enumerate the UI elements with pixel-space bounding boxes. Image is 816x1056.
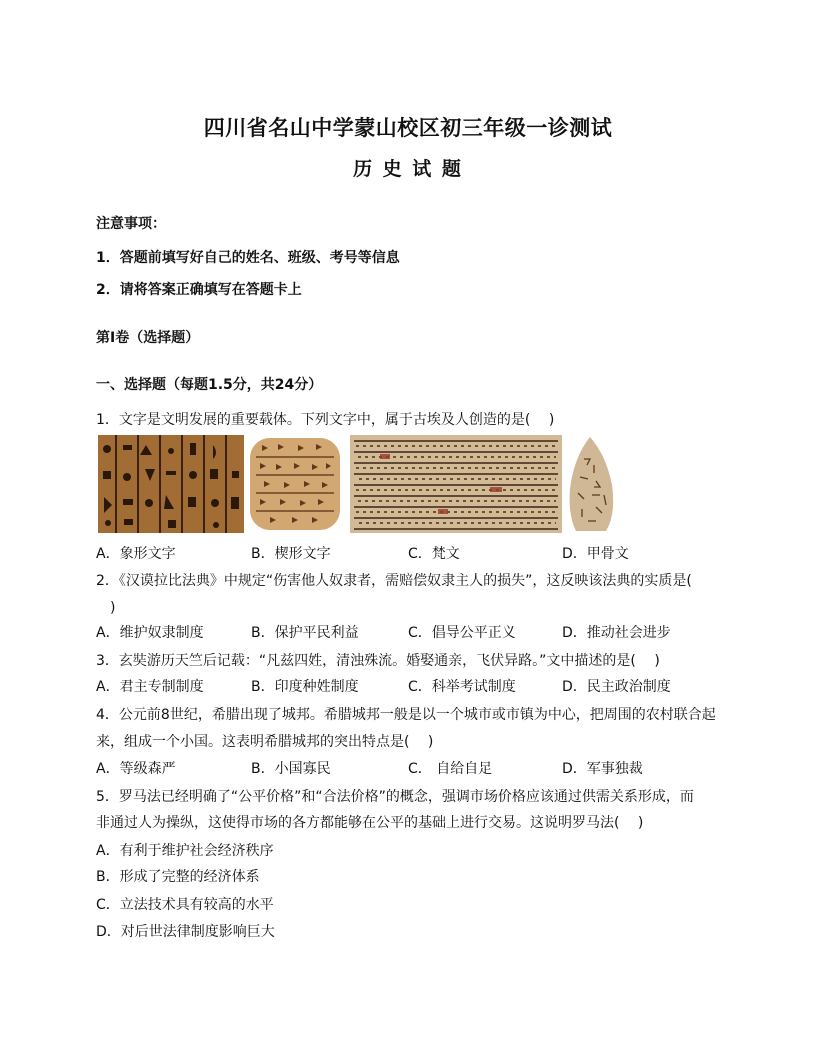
option-b: B．印度种姓制度 (251, 679, 359, 695)
option-b: B．形成了完整的经济体系 (96, 869, 260, 885)
question-2-stem: 2．《汉谟拉比法典》中规定“伤害他人奴隶者，需赔偿奴隶主人的损失”，这反映该法典的实质是( (96, 573, 692, 589)
option-a: A．象形文字 (96, 546, 176, 562)
hieroglyph-image (98, 435, 244, 533)
option-d: D．军事独裁 (562, 761, 643, 777)
option-a: A．等级森严 (96, 761, 176, 777)
option-d: D．甲骨文 (562, 546, 629, 562)
option-d: D．推动社会进步 (562, 625, 671, 641)
note-item: 2．请将答案正确填写在答题卡上 (96, 282, 302, 298)
sanskrit-script-image (350, 435, 562, 533)
question-4-stem: 4．公元前8世纪，希腊出现了城邦。希腊城邦一般是以一个城市或市镇为中心，把周围的农村联合起 (96, 707, 716, 723)
exam-title: 四川省名山中学蒙山校区初三年级一诊测试 (203, 115, 613, 140)
option-c: C．倡导公平正义 (408, 625, 516, 641)
option-c: C．科举考试制度 (408, 679, 516, 695)
option-b: B．楔形文字 (251, 546, 331, 562)
option-a: A．有利于维护社会经济秩序 (96, 843, 274, 859)
notes-heading: 注意事项： (96, 216, 166, 232)
volume-heading: 第Ⅰ卷（选择题） (96, 330, 200, 346)
option-a: A．维护奴隶制度 (96, 625, 204, 641)
exam-subtitle: 历 史 试 题 (353, 158, 463, 180)
question-4-options (96, 758, 736, 778)
option-b: B．保护平民利益 (251, 625, 359, 641)
option-c: C．立法技术具有较高的水平 (96, 897, 274, 913)
question-3-stem: 3．玄奘游历天竺后记载：“凡兹四姓，清浊殊流。婚娶通亲，飞伏异路。”文中描述的是( ) (96, 653, 660, 669)
section-heading: 一、选择题（每题1.5分，共24分） (96, 377, 323, 393)
option-b: B．小国寡民 (251, 761, 331, 777)
option-c: C． 自给自足 (408, 761, 493, 777)
question-2-options (96, 622, 736, 642)
question-2-stem-cont: ) (96, 600, 116, 616)
option-d: D．民主政治制度 (562, 679, 671, 695)
question-5-stem: 5．罗马法已经明确了“公平价格”和“合法价格”的概念，强调市场价格应该通过供需关系形成，而 (96, 789, 694, 805)
oracle-bone-image (566, 435, 618, 533)
option-c: C．梵文 (408, 546, 460, 562)
question-5-stem-cont: 非通过人为操纵，这使得市场的各方都能够在公平的基础上进行交易。这说明罗马法( ) (96, 815, 644, 831)
cuneiform-tablet-image (246, 435, 344, 533)
question-3-options (96, 676, 736, 696)
question-4-stem-cont: 来，组成一个小国。这表明希腊城邦的突出特点是( ) (96, 734, 434, 750)
question-1-stem: 1．文字是文明发展的重要载体。下列文字中，属于古埃及人创造的是( ) (96, 412, 555, 428)
option-a: A．君主专制制度 (96, 679, 204, 695)
question-1-options (96, 543, 736, 563)
note-item: 1．答题前填写好自己的姓名、班级、考号等信息 (96, 250, 400, 266)
option-d: D．对后世法律制度影响巨大 (96, 924, 275, 940)
question-1-images (96, 435, 616, 533)
